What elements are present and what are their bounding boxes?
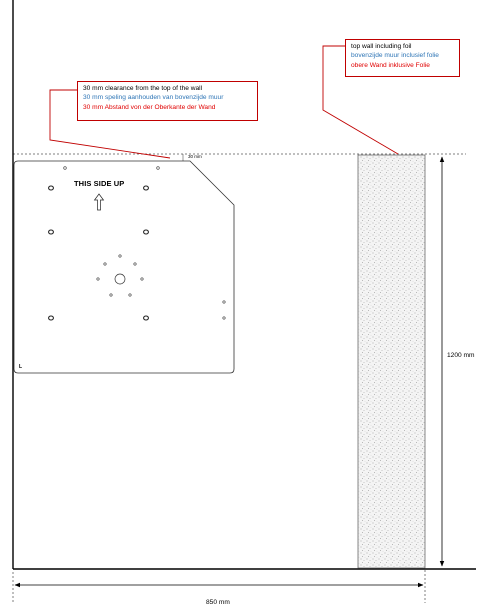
clearance-note-nl: 30 mm speling aanhouden van bovenzijde muur [83, 94, 224, 102]
orientation-label: THIS SIDE UP [74, 179, 125, 188]
mounting-plate [14, 161, 234, 373]
wall-section [358, 155, 425, 568]
top-wall-note-en: top wall including foil [351, 43, 412, 50]
width-dim-label: 850 mm [206, 599, 230, 606]
clearance-callout [77, 81, 258, 121]
top-wall-note-de: obere Wand inklusive Folie [351, 61, 430, 69]
clearance-note-de: 30 mm Abstand von der Oberkante der Wand [83, 103, 216, 111]
clearance-note-en: 30 mm clearance from the top of the wall [83, 85, 203, 92]
height-dim-label: 1200 mm [447, 352, 475, 359]
plate-corner-mark: L [19, 364, 23, 370]
top-wall-callout [345, 39, 460, 77]
clearance-dim-label: 30 mm [188, 154, 202, 159]
top-wall-note-nl: bovenzijde muur inclusief folie [351, 52, 439, 60]
